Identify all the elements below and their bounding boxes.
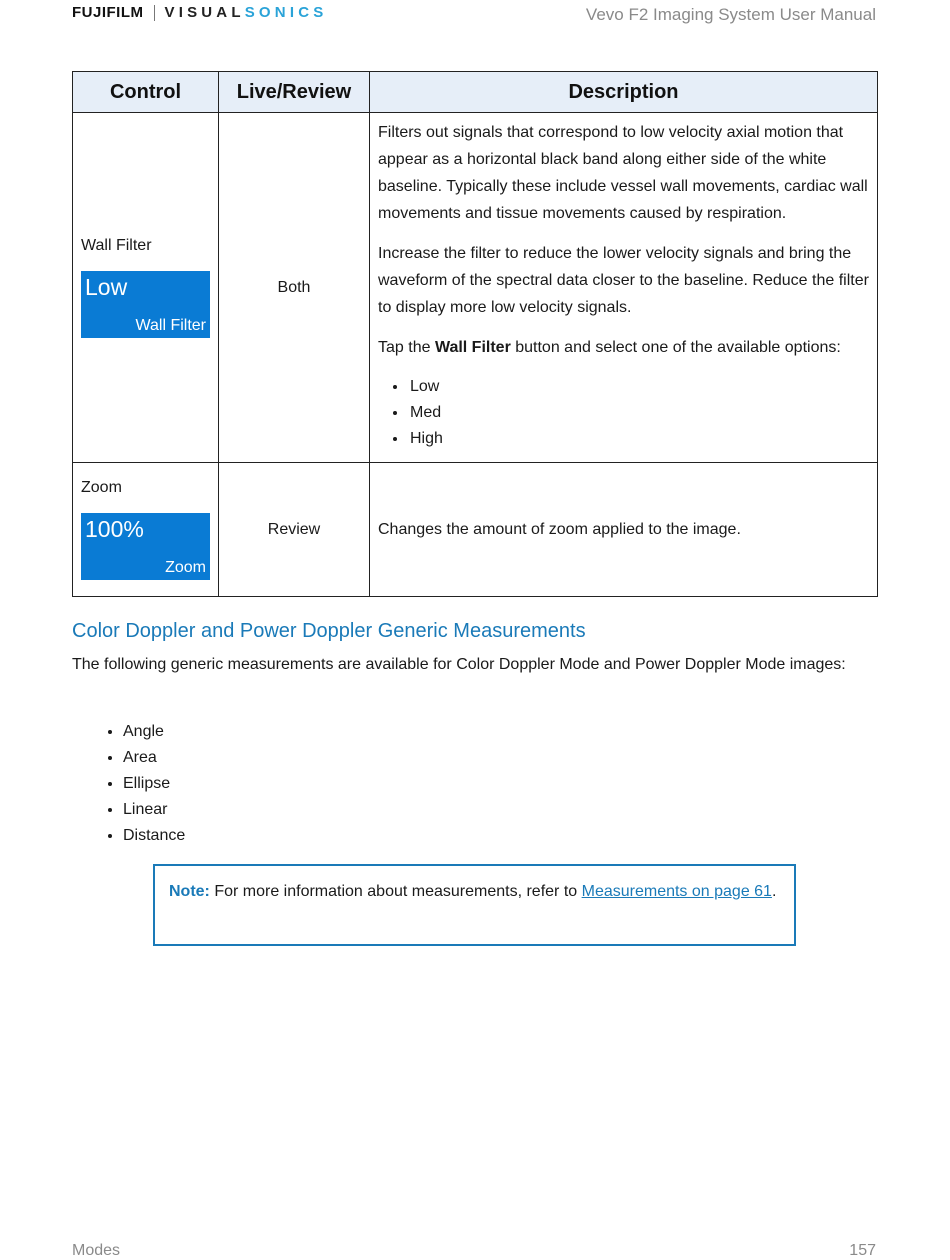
live-review-cell: Review bbox=[219, 463, 370, 597]
section-heading: Color Doppler and Power Doppler Generic Measurements bbox=[72, 620, 586, 642]
wall-filter-value: Low bbox=[85, 274, 128, 300]
control-label: Zoom bbox=[81, 479, 122, 496]
description-paragraph: Increase the filter to reduce the lower velocity signals and bring the waveform of the spectral data closer to the baseline. Reduce the filter to display more low velocity signals. bbox=[378, 245, 869, 316]
table-row-zoom bbox=[73, 463, 878, 597]
list-item: • Area bbox=[123, 745, 185, 771]
wall-filter-button[interactable] bbox=[81, 271, 210, 338]
list-item: • Linear bbox=[123, 797, 185, 823]
note-label: Note: bbox=[169, 883, 210, 900]
zoom-button-label: Zoom bbox=[165, 559, 206, 576]
description-paragraph-tap: Tap the Wall Filter button and select one of the available options: bbox=[378, 339, 841, 356]
controls-table bbox=[72, 71, 878, 597]
list-item: • Ellipse bbox=[123, 771, 185, 797]
description-cell bbox=[370, 113, 878, 463]
table-row-wall-filter bbox=[73, 113, 878, 463]
logo-fujifilm: FUJIFILM bbox=[72, 4, 144, 21]
column-header-control: Control bbox=[73, 72, 219, 113]
measurements-list bbox=[72, 719, 185, 849]
note-box bbox=[153, 864, 796, 946]
description-cell: Changes the amount of zoom applied to the image. bbox=[370, 463, 878, 597]
description-paragraph: Filters out signals that correspond to low velocity axial motion that appear as a horizontal black band along either side of the white baseline. Typically these include vessel wall movements, cardiac wall movements and tissue movements caused by respiration. bbox=[378, 124, 868, 222]
measurements-link[interactable]: Measurements on page 61 bbox=[581, 883, 772, 900]
section-intro: The following generic measurements are available for Color Doppler Mode and Power Doppler Mode images: bbox=[72, 656, 846, 673]
live-review-cell: Both bbox=[219, 113, 370, 463]
list-item: • Angle bbox=[123, 719, 185, 745]
page-number: 157 bbox=[849, 1242, 876, 1259]
footer-section: Modes bbox=[72, 1242, 121, 1259]
zoom-button[interactable] bbox=[81, 513, 210, 580]
note-text: For more information about measurements, refer to bbox=[209, 883, 582, 900]
wall-filter-button-label: Wall Filter bbox=[135, 317, 206, 334]
list-item: • Low bbox=[408, 374, 869, 400]
manual-title: Vevo F2 Imaging System User Manual bbox=[585, 5, 876, 24]
logo-visualsonics: VISUALSONICS bbox=[164, 4, 328, 21]
list-item: • Med bbox=[408, 400, 869, 426]
control-cell bbox=[73, 113, 219, 463]
list-item: • Distance bbox=[123, 823, 185, 849]
zoom-value: 100% bbox=[85, 516, 144, 542]
list-item: • High bbox=[408, 426, 869, 452]
column-header-description: Description bbox=[370, 72, 878, 113]
wall-filter-options-list bbox=[378, 374, 869, 452]
column-header-live-review: Live/Review bbox=[219, 72, 370, 113]
note-end: . bbox=[771, 883, 777, 900]
logo-divider bbox=[154, 5, 155, 21]
fujifilm-visualsonics-logo bbox=[72, 4, 327, 21]
control-cell bbox=[73, 463, 219, 597]
control-label: Wall Filter bbox=[81, 237, 152, 254]
table-header-row bbox=[73, 72, 878, 113]
